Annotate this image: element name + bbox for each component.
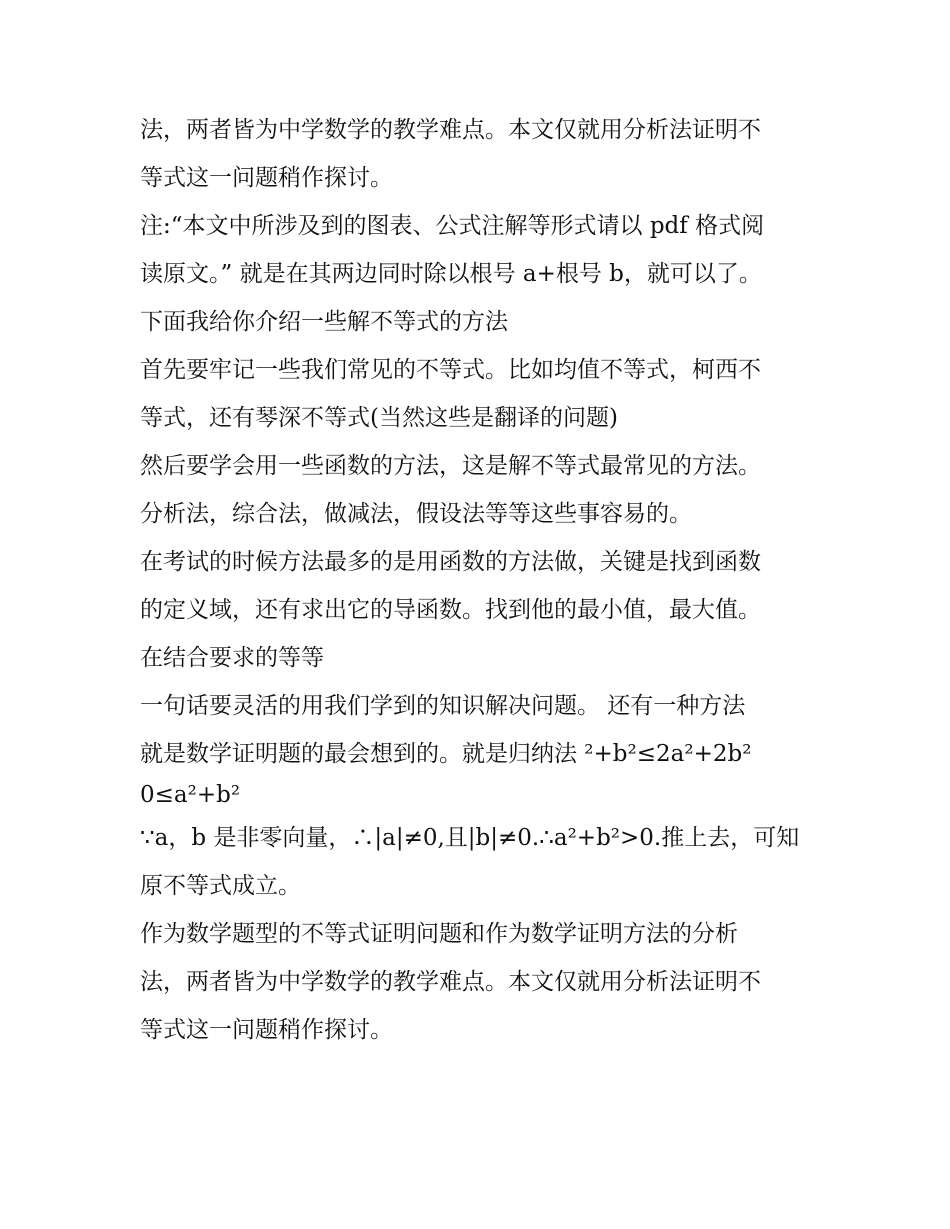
document-body xyxy=(140,106,830,1054)
text-line: 在结合要求的等等 xyxy=(140,645,324,671)
text-line: 0≤a²+b² xyxy=(140,782,241,808)
text-line: 分析法，综合法，做减法，假设法等等这些事容易的。 xyxy=(140,501,692,527)
text-line: 作为数学题型的不等式证明问题和作为数学证明方法的分析 xyxy=(140,921,738,947)
text-line: 在考试的时候方法最多的是用函数的方法做，关键是找到函数 xyxy=(140,549,761,575)
text-line: ∵a，b 是非零向量，∴|a|≠0,且|b|≠0.∴a²+b²>0.推上去，可知 xyxy=(140,825,800,851)
text-line: 等式这一问题稍作探讨。 xyxy=(140,165,393,191)
text-line: 注:“本文中所涉及到的图表、公式注解等形式请以 pdf 格式阅 xyxy=(140,213,765,239)
text-line: 原不等式成立。 xyxy=(140,873,301,899)
text-line: 然后要学会用一些函数的方法，这是解不等式最常见的方法。 xyxy=(140,453,761,479)
text-line: 法，两者皆为中学数学的教学难点。本文仅就用分析法证明不 xyxy=(140,969,761,995)
text-line: 读原文。” 就是在其两边同时除以根号 a+根号 b，就可以了。 xyxy=(140,261,762,287)
text-line: 等式这一问题稍作探讨。 xyxy=(140,1017,393,1043)
text-line: 法，两者皆为中学数学的教学难点。本文仅就用分析法证明不 xyxy=(140,117,761,143)
text-line: 首先要牢记一些我们常见的不等式。比如均值不等式，柯西不 xyxy=(140,357,761,383)
text-line: 的定义域，还有求出它的导函数。找到他的最小值，最大值。 xyxy=(140,597,761,623)
text-line: 下面我给你介绍一些解不等式的方法 xyxy=(140,309,508,335)
text-line: 等式，还有琴深不等式(当然这些是翻译的问题) xyxy=(140,405,618,431)
text-line: 就是数学证明题的最会想到的。就是归纳法 ²+b²≤2a²+2b² xyxy=(140,741,752,767)
text-line: 一句话要灵活的用我们学到的知识解决问题。 还有一种方法 xyxy=(140,693,746,719)
